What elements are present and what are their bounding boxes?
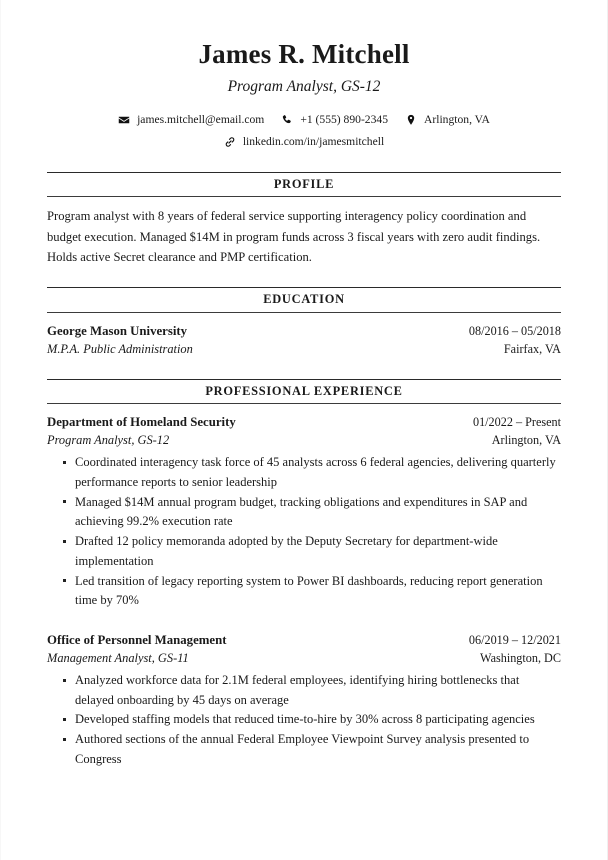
experience-entry [47,631,561,769]
experience-dates: 06/2019 – 12/2021 [468,633,561,648]
experience-job-title: Management Analyst, GS-11 [47,650,189,665]
education-entry [47,322,561,359]
experience-bullet-list [47,671,561,770]
experience-employer: Department of Homeland Security [47,415,236,430]
experience-entry-header [47,631,561,650]
section-title-experience: PROFESSIONAL EXPERIENCE [205,383,403,398]
section-body-experience [47,404,561,769]
education-entry-subheader [47,341,561,359]
experience-employer: Office of Personnel Management [47,633,227,648]
contact-email-text: james.mitchell@email.com [137,112,265,126]
experience-dates: 01/2022 – Present [472,415,561,430]
candidate-headline: Program Analyst, GS-12 [227,78,381,96]
contact-linkedin[interactable] [224,136,384,148]
list-item: Managed $14M annual program budget, tracking obligations and expenditures in SAP and achieving 99.2% execution rate [63,493,561,533]
experience-entry-header [47,413,561,432]
section-profile [47,172,561,268]
envelope-icon [118,114,130,126]
link-icon [224,136,236,148]
contact-row-secondary [47,136,561,148]
section-education [47,287,561,358]
experience-location: Washington, DC [480,650,561,665]
contact-location [405,114,490,126]
experience-location: Arlington, VA [491,433,561,448]
education-location: Fairfax, VA [503,341,561,356]
contact-linkedin-text: linkedin.com/in/jamesmitchell [242,134,385,148]
section-experience [47,379,561,770]
list-item: Authored sections of the annual Federal Employee Viewpoint Survey analysis presented to Congress [63,730,561,770]
section-title-education: EDUCATION [263,292,345,307]
education-school: George Mason University [47,324,188,339]
contact-phone-text: +1 (555) 890-2345 [300,112,388,126]
list-item: Developed staffing models that reduced time-to-hire by 30% across 8 participating agencies [63,710,561,730]
experience-job-title: Program Analyst, GS-12 [47,433,170,448]
experience-bullet-list [47,453,561,611]
section-title-profile: PROFILE [273,176,335,191]
education-degree: M.P.A. Public Administration [47,341,193,356]
contact-row-primary [47,114,561,126]
experience-entry-subheader [47,432,561,450]
education-entry-header [47,322,561,341]
list-item: Drafted 12 policy memoranda adopted by the Deputy Secretary for department-wide implementation [63,532,561,572]
contact-phone[interactable] [281,114,388,126]
experience-entry-subheader [47,650,561,668]
phone-icon [281,114,293,126]
list-item: Led transition of legacy reporting system to Power BI dashboards, reducing report generation time by 70% [63,572,561,612]
contact-location-text: Arlington, VA [424,112,490,126]
map-pin-icon [405,114,417,126]
profile-summary-text: Program analyst with 8 years of federal service supporting interagency policy coordination and budget execution. Managed $14M in program funds across 3 fiscal years with zero audit findings. Holds active Secret clearance and PMP certification. [47,209,541,265]
section-body-education [47,313,561,359]
section-body-profile [47,197,561,267]
candidate-name: James R. Mitchell [198,39,410,69]
contact-email[interactable] [118,114,264,126]
resume-sheet [1,0,607,770]
experience-entry [47,413,561,611]
list-item: Coordinated interagency task force of 45 analysts across 6 federal agencies, delivering quarterly performance reports to senior leadership [63,453,561,493]
resume-header [47,39,561,148]
list-item: Analyzed workforce data for 2.1M federal employees, identifying hiring bottlenecks that delayed onboarding by 45 days on average [63,671,561,711]
education-dates: 08/2016 – 05/2018 [468,324,561,339]
